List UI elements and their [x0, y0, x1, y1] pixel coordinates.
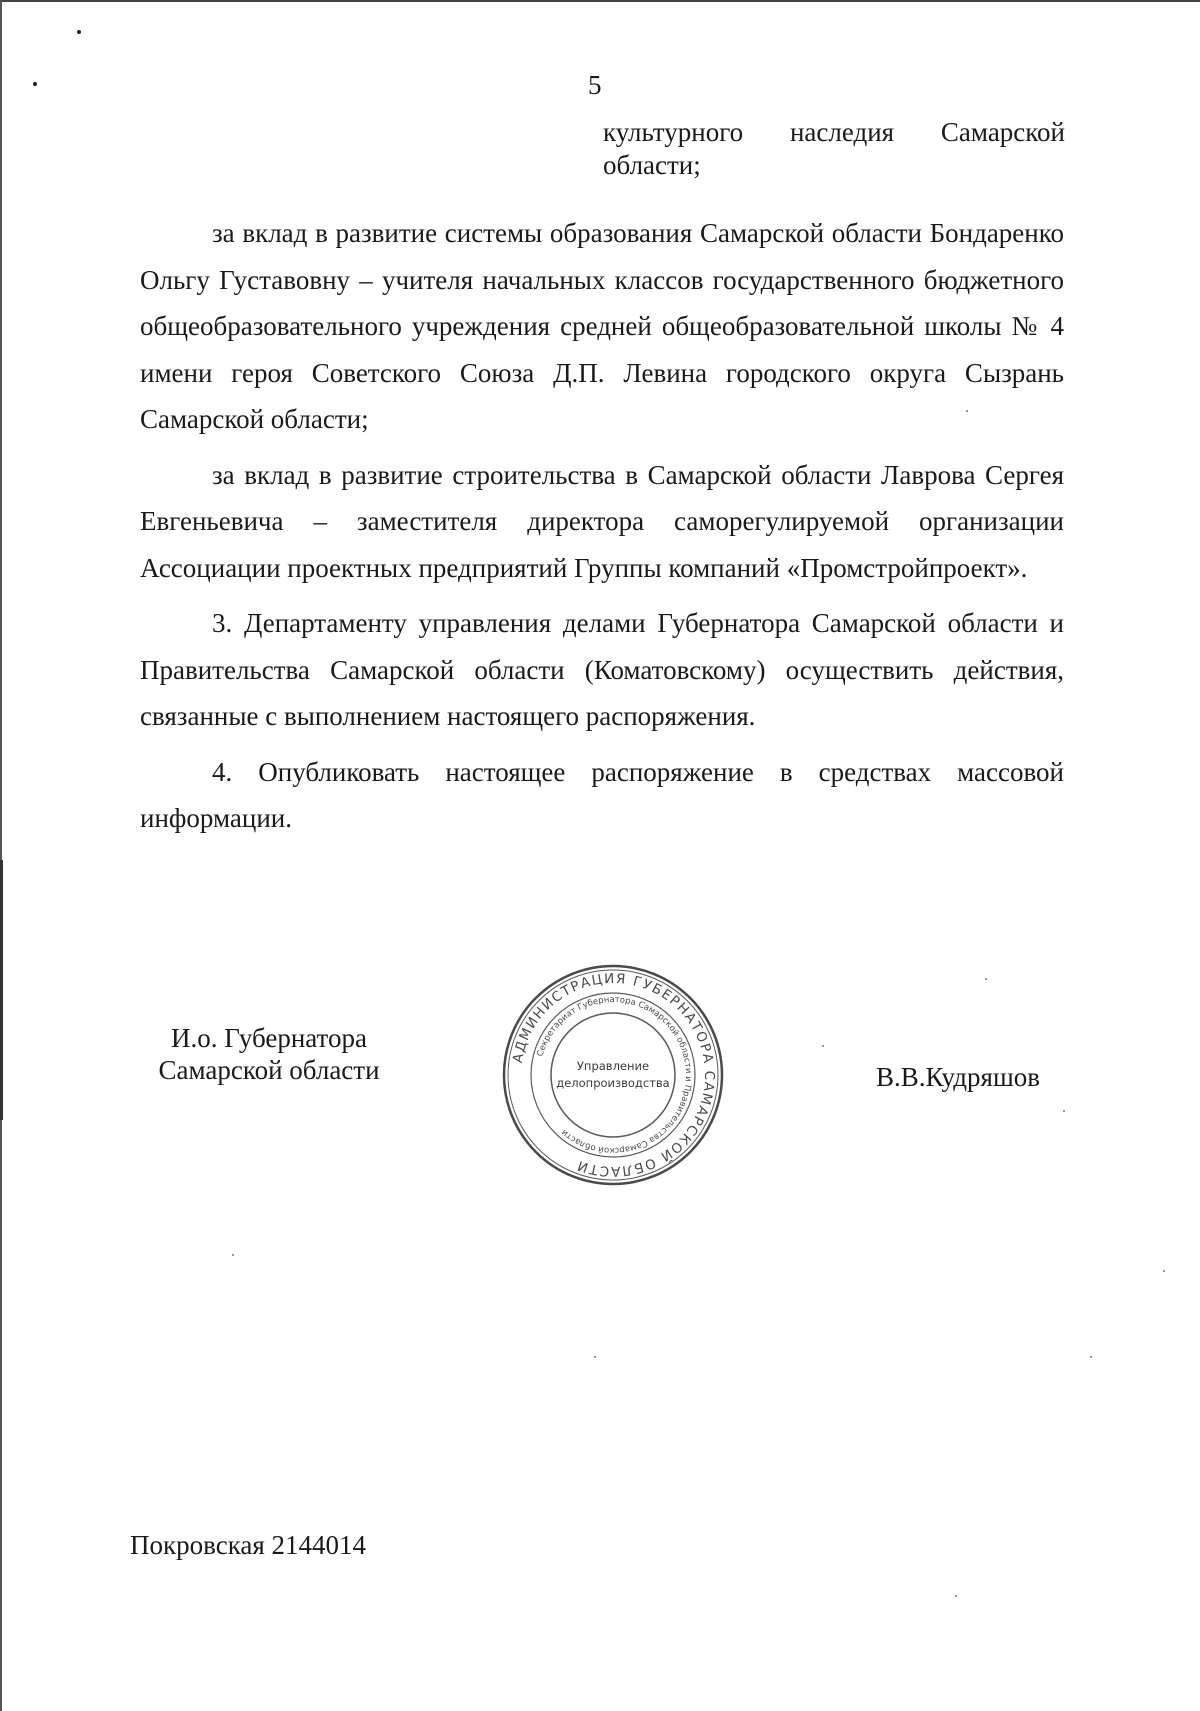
scan-speck [1163, 1270, 1165, 1272]
scan-speck [955, 1595, 957, 1597]
continuation-line-1 [603, 116, 1065, 149]
signatory-position [134, 1022, 404, 1086]
continuation-word: Самарской [940, 117, 1065, 147]
scan-speck [594, 1356, 596, 1358]
paragraph-item-3: 3. Департаменту управления делами Губернатора Самарской области и Правительства Самарской области (Коматовскому) осуществить действия, связанные с выполнением настоящего распоряжения. [140, 608, 1064, 731]
seal-inner-text: Секретариат Губернатора Самарской области и Правительства Самарской области [535, 994, 694, 1156]
seal-center-line-1: Управление [576, 1059, 650, 1073]
paragraph-item-4: 4. Опубликовать настоящее распоряжение в средствах массовой информации. [140, 756, 1064, 833]
scan-speck [232, 1254, 234, 1256]
seal-outer-text: АДМИНИСТРАЦИЯ ГУБЕРНАТОРА САМАРСКОЙ ОБЛАСТИ [509, 970, 718, 1180]
scan-speck [1090, 1356, 1092, 1358]
scan-speck [822, 1045, 824, 1047]
executor-note: Покровская 2144014 [130, 1530, 367, 1560]
paragraph-award-construction: за вклад в развитие строительства в Самарской области Лаврова Сергея Евгеньевича – заместителя директора саморегулируемой организации Ассоциации проектных предприятий Группы компаний «Промстройпроект». [140, 459, 1064, 583]
continuation-word: наследия [789, 117, 895, 147]
scan-speck [985, 978, 987, 980]
paragraph-award-education: за вклад в развитие системы образования Самарской области Бондаренко Ольгу Густавовну – учителя начальных классов государственного бюджетного общеобразовательного учреждения средней общеобразовательной школы № 4 имени героя Советского Союза Д.П. Левина городского округа Сызрань Самарской области; [140, 218, 1064, 434]
signatory-position-line-1: И.о. Губернатора [170, 1023, 367, 1053]
scan-speck [33, 82, 37, 86]
page-number: 5 [588, 70, 602, 100]
scan-edge-left-dark [0, 860, 3, 1120]
continuation-text [603, 116, 1065, 182]
document-body [140, 210, 1064, 851]
scan-edge-left [0, 0, 2, 1711]
signatory-position-line-2: Самарской области [158, 1055, 380, 1085]
seal-center-line-2: делопроизводства [556, 1076, 670, 1090]
scan-speck [77, 30, 81, 34]
continuation-line-2: области; [603, 150, 701, 180]
scan-edge-top [0, 0, 1200, 2]
official-seal [498, 960, 728, 1190]
svg-text:Секретариат Губернатора Самарс [536, 995, 694, 1155]
continuation-word: культурного [603, 117, 744, 147]
signatory-name: В.В.Кудряшов [876, 1062, 1040, 1092]
scan-speck [1063, 1110, 1065, 1112]
